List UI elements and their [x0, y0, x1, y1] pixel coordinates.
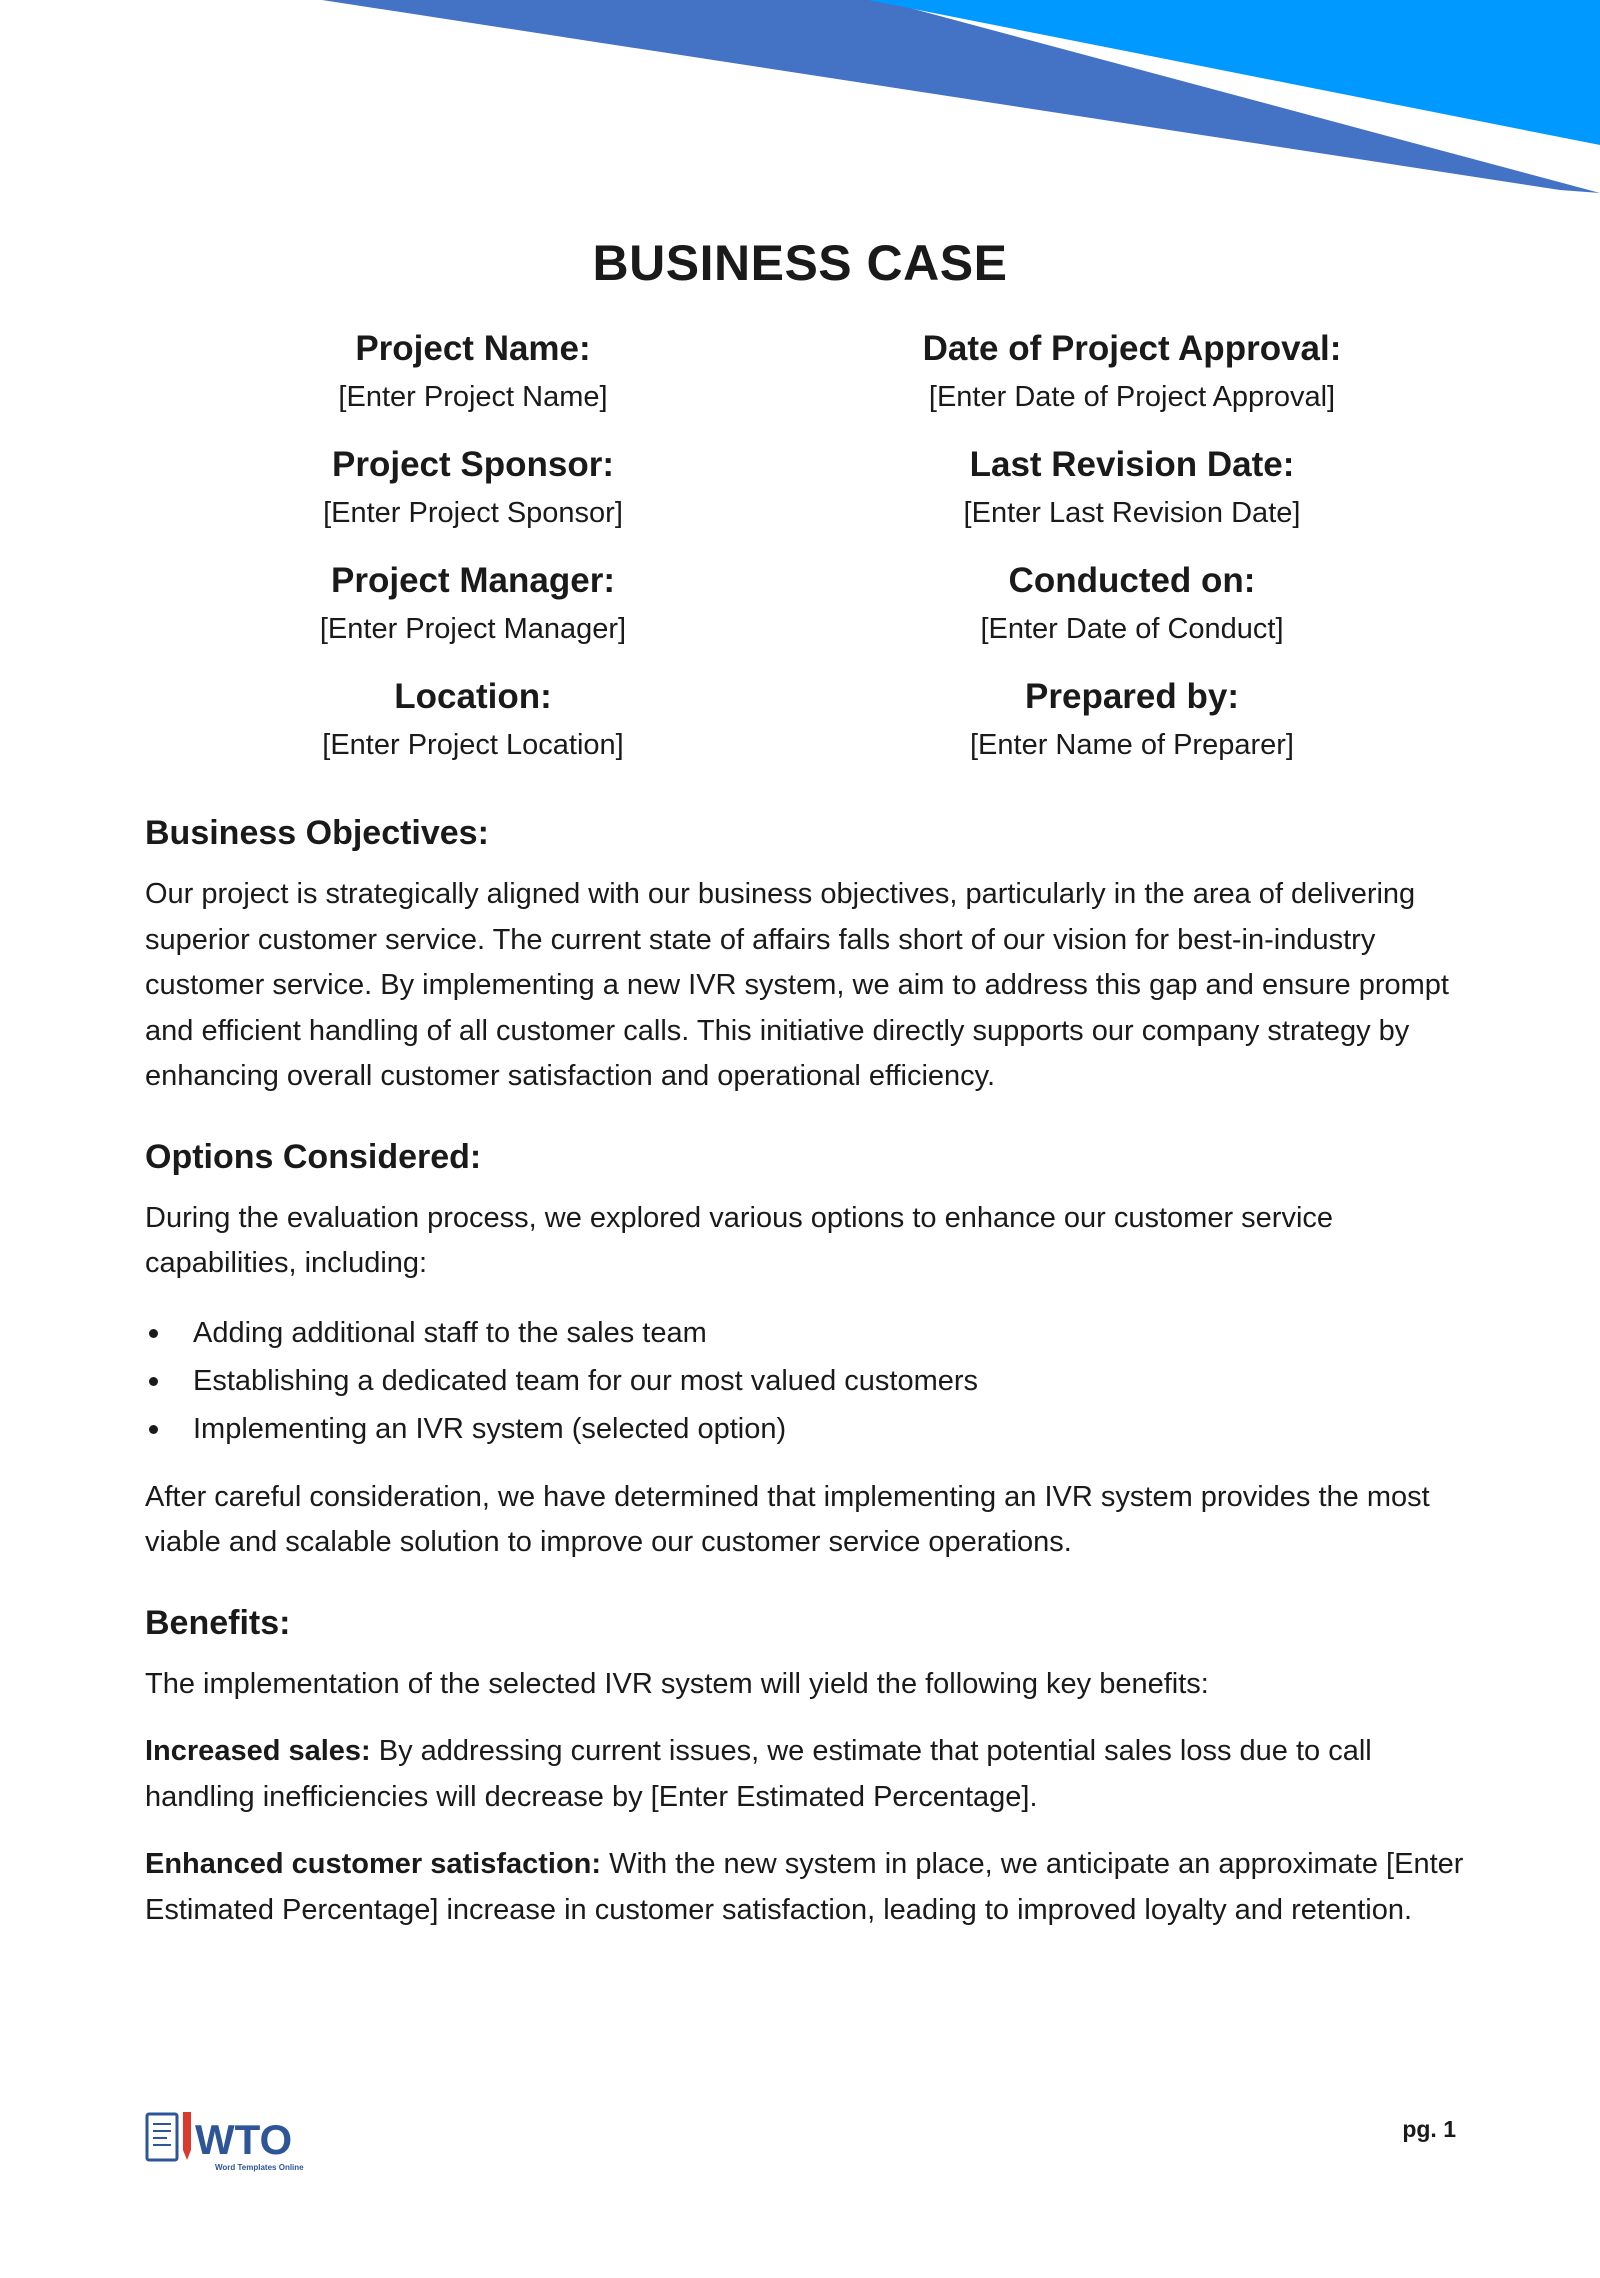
info-value: [Enter Date of Conduct]	[980, 613, 1284, 645]
section-heading: Benefits:	[145, 1603, 291, 1642]
wto-logo	[145, 2108, 325, 2176]
list-item: Implementing an IVR system (selected option)	[145, 1405, 1465, 1453]
paragraph: After careful consideration, we have determined that implementing an IVR system provides the most viable and scalable solution to improve our customer service operations.	[145, 1480, 1430, 1558]
info-label: Conducted on:	[1008, 561, 1256, 600]
benefit-item	[145, 1729, 1465, 1820]
info-project-name	[93, 325, 853, 441]
info-value: [Enter Project Location]	[322, 729, 624, 761]
logo-text: WTO	[195, 2116, 293, 2163]
document-body	[145, 808, 1465, 1965]
info-project-sponsor	[93, 441, 853, 557]
page-number: pg. 1	[1402, 2116, 1456, 2142]
info-label: Date of Project Approval:	[922, 329, 1342, 368]
info-approval-date	[752, 325, 1512, 441]
info-value: [Enter Date of Project Approval]	[928, 381, 1336, 413]
list-item: Adding additional staff to the sales team	[145, 1309, 1465, 1357]
info-value: [Enter Project Sponsor]	[323, 497, 623, 529]
info-value: [Enter Project Name]	[338, 381, 608, 413]
benefit-label: Enhanced customer satisfaction:	[145, 1848, 602, 1880]
info-column-left	[93, 325, 853, 789]
paragraph: During the evaluation process, we explored various options to enhance our customer service capabilities, including:	[145, 1201, 1334, 1279]
info-label: Project Name:	[355, 329, 591, 368]
benefit-text: With the new system in place, we anticipate an approximate [Enter Estimated Percentage] increase in customer satisfaction, leading to improved loyalty and retention.	[145, 1848, 1464, 1926]
info-label: Prepared by:	[1025, 677, 1239, 716]
info-label: Project Sponsor:	[332, 445, 614, 484]
info-value: [Enter Project Manager]	[319, 613, 627, 645]
section-business-objectives	[145, 808, 1465, 1100]
info-prepared-by	[752, 673, 1512, 789]
section-heading: Options Considered:	[145, 1137, 482, 1176]
info-column-right	[752, 325, 1512, 789]
info-value: [Enter Name of Preparer]	[970, 729, 1294, 761]
info-location	[93, 673, 853, 789]
header-banner	[0, 0, 1600, 200]
paragraph: Our project is strategically aligned with our business objectives, particularly in the area of delivering superior customer service. The current state of affairs falls short of our vision for best-in-industry customer service. By implementing a new IVR system, we aim to address this gap and ensure prompt and efficient handling of all customer calls. This initiative directly supports our company strategy by enhancing overall customer satisfaction and operational efficiency.	[145, 878, 1449, 1092]
benefit-item	[145, 1842, 1465, 1933]
options-list	[145, 1309, 1465, 1453]
info-value: [Enter Last Revision Date]	[963, 497, 1301, 529]
info-project-manager	[93, 557, 853, 673]
info-label: Location:	[394, 677, 552, 716]
paragraph: The implementation of the selected IVR system will yield the following key benefits:	[145, 1667, 1209, 1700]
benefit-text: By addressing current issues, we estimate that potential sales loss due to call handling inefficiencies will decrease by [Enter Estimated Percentage].	[145, 1735, 1372, 1813]
document-title: BUSINESS CASE	[592, 235, 1008, 291]
section-heading: Business Objectives:	[145, 814, 489, 852]
list-item: Establishing a dedicated team for our most valued customers	[145, 1357, 1465, 1405]
section-benefits	[145, 1598, 1465, 1934]
section-options-considered	[145, 1132, 1465, 1566]
pen-icon	[183, 2112, 191, 2160]
info-label: Project Manager:	[331, 561, 615, 600]
benefit-label: Increased sales:	[145, 1735, 371, 1767]
info-revision-date	[752, 441, 1512, 557]
logo-tagline: Word Templates Online	[215, 2163, 304, 2172]
info-conducted-on	[752, 557, 1512, 673]
info-label: Last Revision Date:	[969, 445, 1295, 484]
